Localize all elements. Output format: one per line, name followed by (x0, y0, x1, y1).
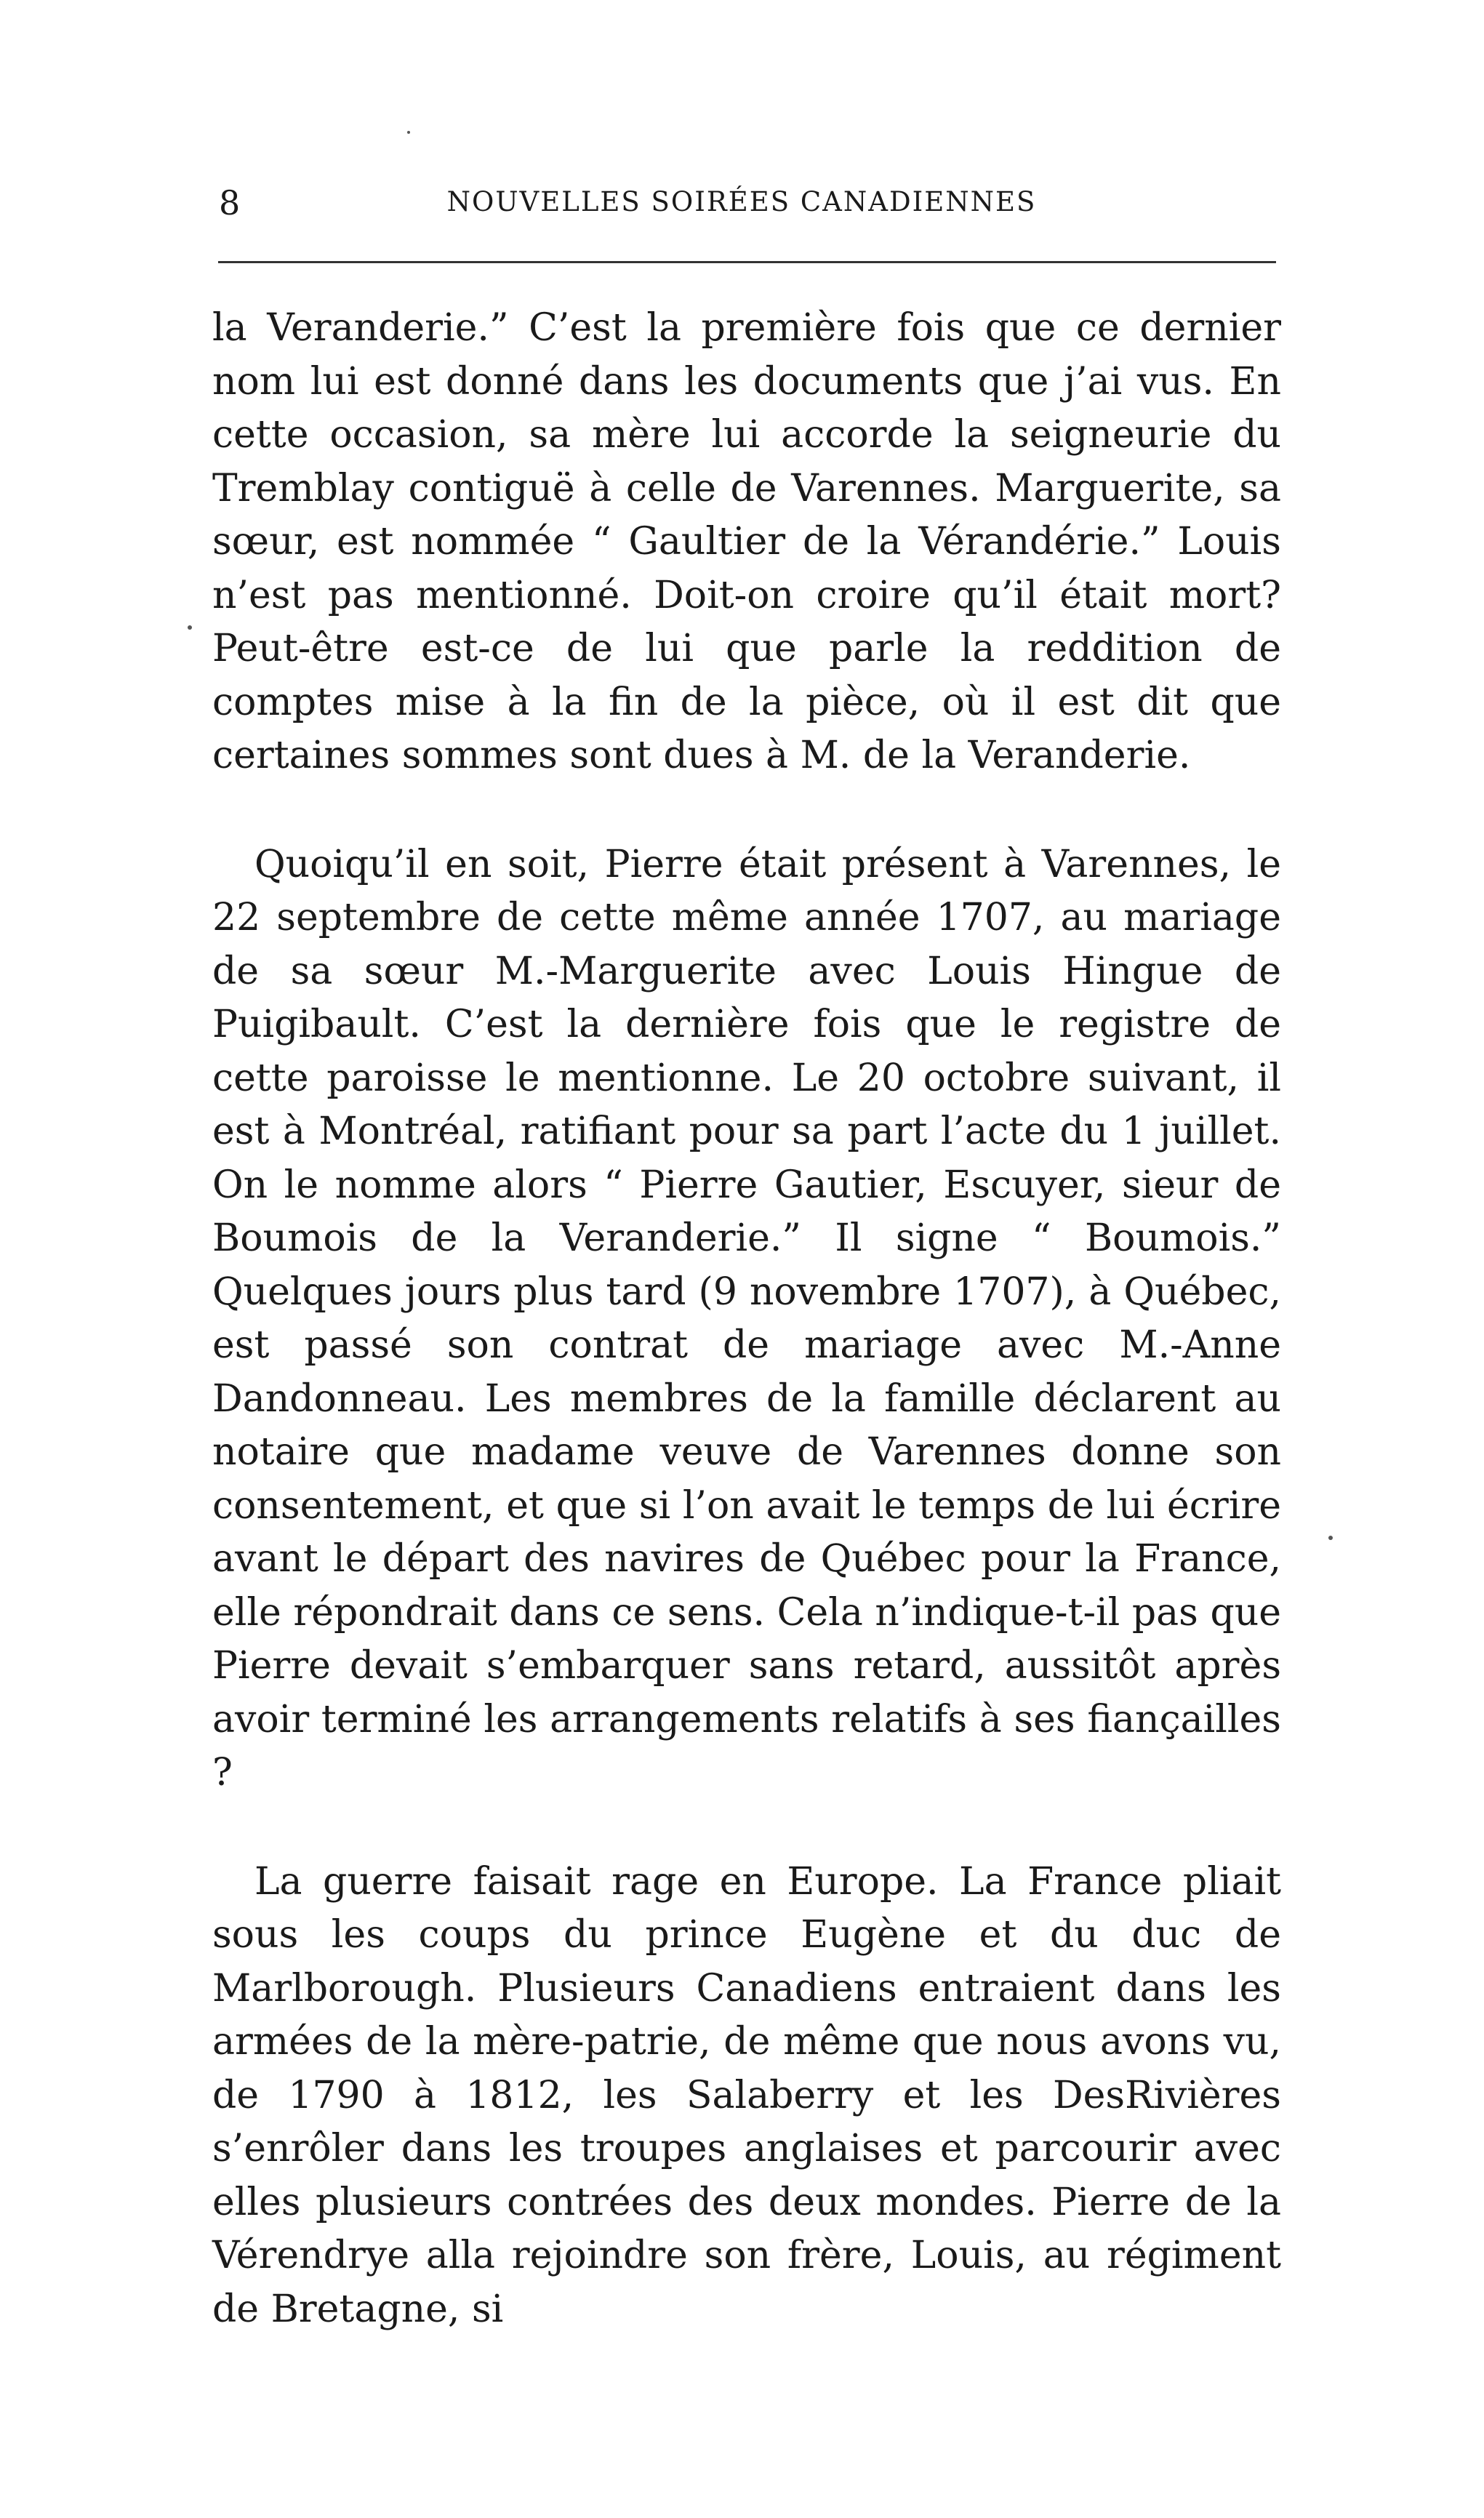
running-head: NOUVELLES SOIRÉES CANADIENNES (446, 186, 1037, 217)
paragraph: La guerre faisait rage en Europe. La France pliait sous les coups du prince Eugène et du duc de Marlborough. Plusieurs Canadiens entraient dans les armées de la mère-patrie, de même que nous avons vu, de 1790 à 1812, les Salaberry et les DesRivières s’enrôler dans les troupes anglaises et parcourir avec elles plusieurs contrées des deux mondes. Pierre de la Vérendrye alla rejoindre son frère, Louis, au régiment de Bretagne, si (212, 1859, 1281, 2331)
paragraph: Quoiqu’il en soit, Pierre était présent à Varennes, le 22 septembre de cette même année 1707, au mariage de sa sœur M.-Marguerite avec Louis Hingue de Puigibault. C’est la dernière fois que le registre de cette paroisse le mentionne. Le 20 octobre suivant, il est à Montréal, ratifiant pour sa part l’acte du 1 juillet. On le nomme alors “ Pierre Gautier, Escuyer, sieur de Boumois de la Veranderie.” Il signe “ Boumois.” Quelques jours plus tard (9 novembre 1707), à Québec, est passé son contrat de mariage avec M.-Anne Dandonneau. Les membres de la famille déclarent au notaire que madame veuve de Varennes donne son consentement, et que si l’on avait le temps de lui écrire avant le départ des navires de Québec pour la France, elle répondrait dans ce sens. Cela n’indique-t-il pas que Pierre devait s’embarquer sans retard, aussitôt après avoir terminé les arrangements relatifs à ses fiançailles ? (212, 842, 1281, 1795)
header-rule (218, 261, 1276, 263)
page-header (207, 180, 1276, 231)
page-number: 8 (219, 183, 241, 222)
ink-speck (407, 131, 410, 134)
paragraph-continued: la Veranderie.” C’est la première fois que ce dernier nom lui est donné dans les documents que j’ai vus. En cette occasion, sa mère lui accorde la seigneurie du Tremblay contiguë à celle de Varennes. Marguerite, sa sœur, est nommée “ Gaultier de la Vérandérie.” Louis n’est pas mentionné. Doit-on croire qu’il était mort? Peut-être est-ce de lui que parle la reddition de comptes mise à la fin de la pièce, où il est dit que certaines sommes sont dues à M. de la Veranderie. (212, 306, 1281, 777)
ink-speck (1328, 1536, 1333, 1540)
ink-speck (188, 625, 192, 630)
body-text (212, 302, 1281, 2336)
